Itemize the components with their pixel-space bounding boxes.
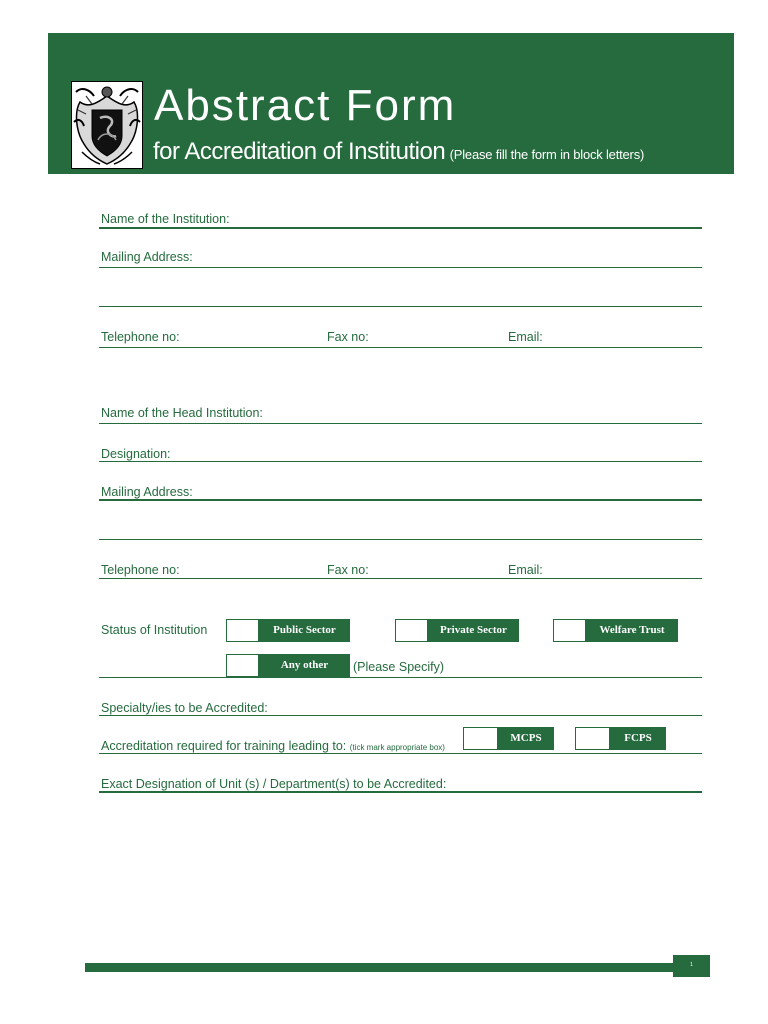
head-fax-label: Fax no:: [327, 563, 369, 577]
head-name-label: Name of the Head Institution:: [101, 406, 263, 420]
head-address-label: Mailing Address:: [101, 485, 193, 499]
public-sector-checkbox[interactable]: [226, 619, 350, 642]
status-specify-field[interactable]: [99, 676, 702, 678]
tick-mark-note: (tick mark appropriate box): [349, 743, 445, 752]
head-address-field[interactable]: [99, 498, 702, 501]
head-name-field[interactable]: [99, 422, 702, 424]
head-email-label: Email:: [508, 563, 543, 577]
unit-designation-label: Exact Designation of Unit (s) / Department(s) to be Accredited:: [101, 777, 447, 791]
institution-fax-label: Fax no:: [327, 330, 369, 344]
page-number: 1: [673, 955, 710, 977]
head-contact-field[interactable]: [99, 577, 702, 579]
fcps-checkbox[interactable]: [575, 727, 666, 750]
any-other-checkbox[interactable]: [226, 654, 350, 677]
head-telephone-label: Telephone no:: [101, 563, 180, 577]
any-other-tick-box[interactable]: [226, 654, 259, 677]
status-label: Status of Institution: [101, 623, 208, 637]
private-sector-option: Private Sector: [428, 619, 519, 642]
private-sector-checkbox[interactable]: [395, 619, 519, 642]
head-address-field-line2[interactable]: [99, 538, 702, 540]
fcps-tick-box[interactable]: [575, 727, 610, 750]
accreditation-label: [101, 739, 445, 753]
mcps-checkbox[interactable]: [463, 727, 554, 750]
public-sector-option: Public Sector: [259, 619, 350, 642]
institution-address-label: Mailing Address:: [101, 250, 193, 264]
form-header: [48, 33, 734, 174]
please-specify-label: (Please Specify): [353, 660, 445, 674]
specialty-field[interactable]: [99, 714, 702, 716]
crest-emblem-icon: [71, 81, 143, 169]
fcps-option: FCPS: [610, 727, 666, 750]
institution-telephone-label: Telephone no:: [101, 330, 180, 344]
institution-name-field[interactable]: [99, 226, 702, 229]
welfare-trust-option: Welfare Trust: [586, 619, 678, 642]
institution-contact-field[interactable]: [99, 346, 702, 348]
institution-name-label: Name of the Institution:: [101, 212, 230, 226]
specialty-label: Specialty/ies to be Accredited:: [101, 701, 268, 715]
unit-designation-field[interactable]: [99, 790, 702, 793]
footer-bar: [85, 963, 675, 972]
welfare-trust-tick-box[interactable]: [553, 619, 586, 642]
accreditation-label-text: Accreditation required for training leading to:: [101, 739, 347, 753]
institution-address-field-line2[interactable]: [99, 305, 702, 307]
public-sector-tick-box[interactable]: [226, 619, 259, 642]
form-subtitle: [153, 137, 644, 170]
subtitle-text: for Accreditation of Institution: [153, 138, 446, 165]
institution-address-field[interactable]: [99, 266, 702, 268]
mcps-tick-box[interactable]: [463, 727, 498, 750]
block-letters-note: (Please fill the form in block letters): [449, 147, 645, 162]
head-designation-field[interactable]: [99, 460, 702, 462]
form-title: Abstract Form: [154, 81, 457, 130]
accreditation-field[interactable]: [99, 752, 702, 754]
mcps-option: MCPS: [498, 727, 554, 750]
institution-email-label: Email:: [508, 330, 543, 344]
private-sector-tick-box[interactable]: [395, 619, 428, 642]
head-designation-label: Designation:: [101, 447, 171, 461]
any-other-option: Any other: [259, 654, 350, 677]
welfare-trust-checkbox[interactable]: [553, 619, 678, 642]
